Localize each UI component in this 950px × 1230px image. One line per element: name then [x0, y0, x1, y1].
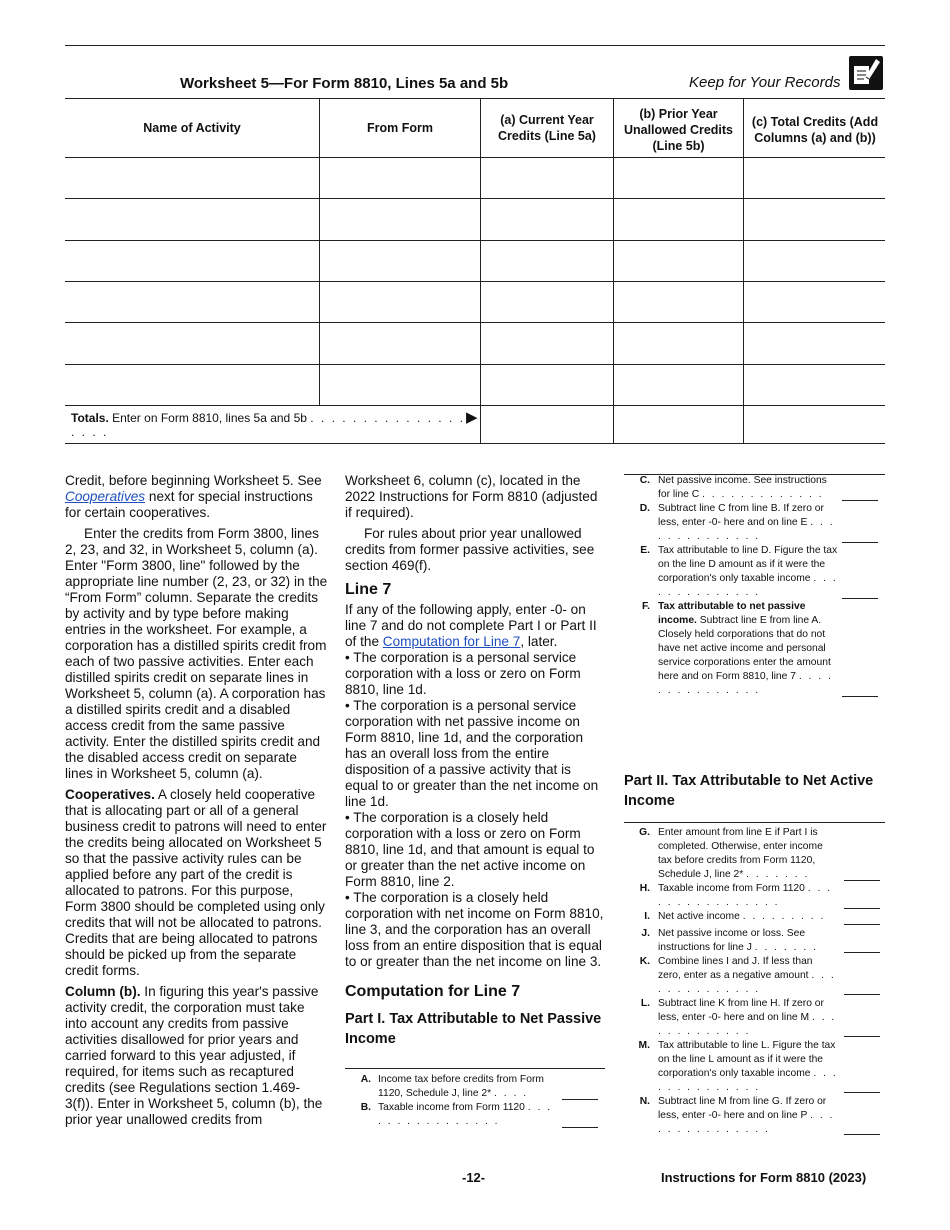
line-text: Net active income	[658, 911, 740, 922]
line-g-amount[interactable]	[844, 880, 880, 881]
line-letter: E.	[640, 545, 650, 556]
line-letter: D.	[639, 503, 650, 514]
bullet-item: • The corporation is a closely held corporation with a loss or zero on Form 8810, line 1d, and that amount is equal to or greater than the net active income on Form 8810, line 2.	[345, 810, 595, 889]
line-letter: K.	[639, 956, 650, 967]
cooperatives-heading: Cooperatives.	[65, 787, 155, 802]
page-number: -12-	[462, 1170, 486, 1185]
table-row-border	[65, 364, 885, 365]
table-row-border	[65, 240, 885, 241]
part-2-heading: Part II. Tax Attributable to Net Active Income	[624, 773, 874, 809]
line-i-amount[interactable]	[844, 924, 880, 925]
line-text: Subtract line M from line G. If zero or less, enter -0- here and on line P	[658, 1096, 827, 1121]
line7-text-end: , later.	[520, 634, 558, 649]
header-name-of-activity: Name of Activity	[143, 121, 241, 135]
line-e-text: Tax attributable to line D. Figure the tax on the line D amount as if it were the corporation's only taxable income . . . . . . . . . . . . . .	[658, 545, 838, 598]
column-1	[65, 473, 328, 1133]
computation-line7-link[interactable]: Computation for Line 7	[382, 634, 521, 649]
line-letter: M.	[638, 1040, 650, 1051]
table-row-border	[65, 405, 885, 406]
header-current-year-credits: (a) Current Year Credits (Line 5a)	[498, 113, 596, 143]
line-n-text: Subtract line M from line G. If zero or less, enter -0- here and on line P . . . . . . . . . . . . . . .	[658, 1096, 835, 1135]
line-text: Net passive income. See instructions for line C	[658, 475, 827, 500]
totals-text: Enter on Form 8810, lines 5a and 5b	[112, 411, 307, 425]
line-h-amount[interactable]	[844, 908, 880, 909]
part1-rule	[345, 1068, 605, 1069]
bullet-item: • The corporation is a personal service corporation with a loss or zero on Form 8810, line 1d.	[345, 650, 581, 697]
bullet-text: The corporation is a personal service corporation with net passive income on Form 8810, line 1d, and the corporation has an overall loss from the entire disposition of a passive activity that is equal to or greater than the net income on line 1d.	[345, 698, 599, 809]
column-2	[345, 473, 605, 1049]
line-j-text: Net passive income or loss. See instructions for line J . . . . . . .	[658, 928, 818, 953]
header-from-form: From Form	[367, 121, 433, 135]
line-7-heading: Line 7	[345, 581, 392, 598]
line-letter: N.	[639, 1096, 650, 1107]
column-b-heading: Column (b).	[65, 984, 141, 999]
line-m-text: Tax attributable to line L. Figure the tax on the line L amount as if it were the corporation's only taxable income . . . . . . . . . . . . . .	[658, 1040, 838, 1093]
line-i-text: Net active income . . . . . . . . .	[658, 911, 826, 922]
line-letter: J.	[641, 928, 650, 939]
line-letter: G.	[639, 827, 650, 838]
line-letter: F.	[641, 601, 650, 612]
line-text: Subtract line C from line B. If zero or less, enter -0- here and on line E	[658, 503, 824, 528]
line-letter: B.	[360, 1102, 371, 1113]
line-k-text: Combine lines I and J. If less than zero, enter as a negative amount . . . . . . . . . . . . . .	[658, 956, 836, 995]
line-d-amount[interactable]	[842, 542, 878, 543]
line-letter: H.	[639, 883, 650, 894]
line-text: Combine lines I and J. If less than zero, enter as a negative amount	[658, 956, 813, 981]
bullet-text: The corporation is a personal service corporation with a loss or zero on Form 8810, line 1d.	[345, 650, 581, 697]
bullet-text: The corporation is a closely held corporation with net income on Form 8810, line 3, and the corporation has an overall loss from an entire disposition that is equal to or greater than the net income on line 3.	[345, 890, 604, 969]
line-letter: C.	[639, 475, 650, 486]
line-text: Income tax before credits from Form 1120, Schedule J, line 2*	[378, 1074, 544, 1099]
line-letter: L.	[640, 998, 650, 1009]
line-text: Tax attributable to line D. Figure the tax on the line D amount as if it were the corporation's only taxable income	[658, 545, 838, 584]
part1-lines	[345, 1073, 605, 1133]
bullet-item: • The corporation is a closely held corporation with net income on Form 8810, line 3, and the corporation has an overall loss from an entire disposition that is equal to or greater than the net income on line 3.	[345, 890, 604, 969]
line-letter: A.	[360, 1074, 371, 1085]
line-h-text: Taxable income from Form 1120 . . . . . . . . . . . . . . . .	[658, 883, 833, 908]
table-row-border	[65, 322, 885, 323]
line-c-text: Net passive income. See instructions for line C . . . . . . . . . . . . .	[658, 475, 827, 500]
line7-text: If any of the following apply, enter -0- on line 7 and do not complete Part I or Part II of the	[345, 602, 597, 649]
col1-intro: Credit, before beginning Worksheet 5. See	[65, 473, 322, 488]
line-b-text: Taxable income from Form 1120 . . . . . . . . . . . . . . . .	[378, 1102, 553, 1127]
table-bottom-border	[65, 443, 885, 444]
header-prior-year-credits: (b) Prior Year Unallowed Credits (Line 5b)	[623, 107, 734, 153]
column-b-text: In figuring this year's passive activity credit, the corporation must take into account any credits from passive activities disallowed for prior years and carried forward to this year adjusted, if required, for items such as recaptured credits (see Regulations section 1.469-3(f)). Enter in Worksheet 5, column (b), the prior year unallowed credits from	[65, 984, 323, 1127]
line-c-amount[interactable]	[842, 500, 878, 501]
line-j-amount[interactable]	[844, 952, 880, 953]
bullet-item: • The corporation is a personal service corporation with net passive income on Form 8810, line 1d, and the corporation has an overall loss from the entire disposition of a passive activity that is equal to or greater than the net income on line 1d.	[345, 698, 599, 809]
line-a-text: Income tax before credits from Form 1120, Schedule J, line 2* . . . .	[378, 1074, 544, 1099]
computation-heading: Computation for Line 7	[345, 983, 521, 1000]
table-row-border	[65, 281, 885, 282]
line-f-text: Tax attributable to net passive income. Subtract line E from line A. Closely held corporations that do not have net active income and personal service corporations enter the amount here and on Form 8810, line 7 . . . . . . . . . . . . . . .	[658, 601, 833, 696]
pencil-notepad-icon	[849, 56, 883, 90]
bullet-text: The corporation is a closely held corporation with a loss or zero on Form 8810, line 1d, and that amount is equal to or greater than the net active income on Form 8810, line 2.	[345, 810, 595, 889]
line-g-text: Enter amount from line E if Part I is completed. Otherwise, enter income tax before credits from Form 1120, Schedule J, line 2* . . . . . . .	[658, 827, 823, 880]
cooperatives-text: A closely held cooperative that is allocating part or all of a general business credit to patrons will need to enter the credits being allocated on Worksheet 5 so that the passive activity rules can be applied before any part of the credit is allocated to patrons. For this purpose, Form 3800 should be completed using only credits that will not be allocated to patrons. Credits that are being allocated to patrons should be picked up from the separate credit forms.	[65, 787, 327, 978]
table-row-border	[65, 198, 885, 199]
part2-rule	[624, 822, 885, 823]
line-m-amount[interactable]	[844, 1092, 880, 1093]
line-f-bold: Tax attributable to net passive income.	[658, 601, 806, 626]
line-text: Taxable income from Form 1120	[658, 883, 805, 894]
col2-worksheet6: Worksheet 6, column (c), located in the 2022 Instructions for Form 8810 (adjusted if required).	[345, 473, 598, 520]
keep-records-note: Keep for Your Records	[689, 74, 841, 91]
line-text: Subtract line E from line A. Closely held corporations that do not have net active income and personal service corporations enter the amount here and on Form 8810, line 7	[658, 615, 831, 682]
worksheet-title: Worksheet 5—For Form 8810, Lines 5a and 5b	[180, 75, 509, 92]
col1-enter-credits: Enter the credits from Form 3800, lines 2, 23, and 32, in Worksheet 5, column (a). Enter "Form 3800, line" followed by the appropriate line number (2, 23, or 32) in the “From Form” column. Separate the credits by activity and by type before making entries in the worksheet. For example, a corporation has a distilled spirits credit from each of two passive activities. Enter each distilled spirits credit on separate lines in Worksheet 5, column (a). A corporation has a distilled spirits credit and a disabled access credit from the same passive activity. Enter the distilled spirits credit and the disabled access credit on separate lines in Worksheet 5, column (a).	[65, 526, 328, 781]
line-n-amount[interactable]	[844, 1134, 880, 1135]
line-d-text: Subtract line C from line B. If zero or less, enter -0- here and on line E . . . . . . . . . . . . . .	[658, 503, 835, 542]
line-e-amount[interactable]	[842, 598, 878, 599]
col2-former-passive: For rules about prior year unallowed credits from former passive activities, see section 469(f).	[345, 526, 595, 573]
line-text: Tax attributable to line L. Figure the tax on the line L amount as if it were the corporation's only taxable income	[658, 1040, 836, 1079]
line-l-amount[interactable]	[844, 1036, 880, 1037]
line-text: Subtract line K from line H. If zero or less, enter -0- here and on line M	[658, 998, 824, 1023]
line-text: Enter amount from line E if Part I is completed. Otherwise, enter income tax before credits from Form 1120, Schedule J, line 2*	[658, 827, 823, 880]
line-a-amount[interactable]	[562, 1099, 598, 1100]
totals-bold: Totals.	[71, 411, 109, 425]
part1-cont-lines	[624, 474, 885, 704]
col1-intro-end: next for special instructions for certain cooperatives.	[65, 489, 313, 520]
line-letter: I.	[644, 911, 650, 922]
line-l-text: Subtract line K from line H. If zero or less, enter -0- here and on line M . . . . . . . . . . . . .	[658, 998, 837, 1037]
arrow-right-icon: ▶	[466, 409, 478, 426]
table-col-divider	[743, 98, 744, 443]
table-col-divider	[480, 98, 481, 443]
footer-title: Instructions for Form 8810 (2023)	[661, 1170, 867, 1185]
top-rule	[65, 45, 885, 46]
part2-lines	[624, 826, 885, 1136]
line-f-amount[interactable]	[842, 696, 878, 697]
line-text: Net passive income or loss. See instructions for line J	[658, 928, 806, 953]
line-b-amount[interactable]	[562, 1127, 598, 1128]
header-total-credits: (c) Total Credits (Add Columns (a) and (b))	[751, 115, 879, 145]
line-k-amount[interactable]	[844, 994, 880, 995]
line-text: Taxable income from Form 1120	[378, 1102, 525, 1113]
part-1-heading: Part I. Tax Attributable to Net Passive Income	[345, 1011, 602, 1047]
totals-row-label: Totals. Enter on Form 8810, lines 5a and 5b . . . . . . . . . . . . . . . . . . .	[71, 411, 465, 439]
cooperatives-link[interactable]: Cooperatives	[65, 489, 146, 504]
